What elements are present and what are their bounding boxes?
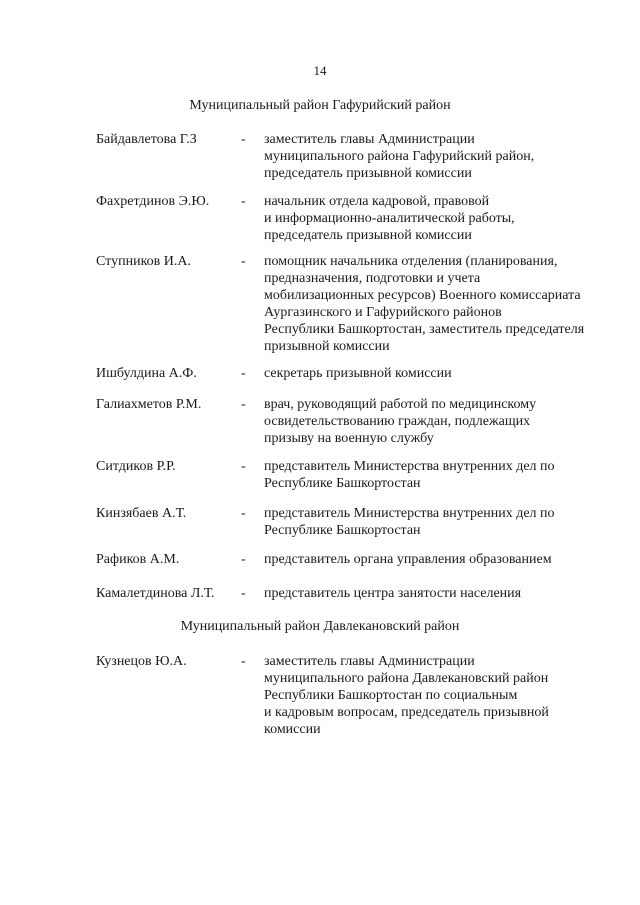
role-line: представитель Министерства внутренних дел по — [264, 459, 555, 474]
section-title-gafuriysky: Муниципальный район Гафурийский район — [189, 98, 451, 113]
role-line: муниципального района Давлекановский район — [264, 671, 549, 686]
role-line: комиссии — [264, 722, 321, 737]
role-line: представитель центра занятости населения — [264, 586, 522, 601]
member-role — [264, 253, 594, 355]
role-line: освидетельствованию граждан, подлежащих — [264, 414, 531, 429]
role-line: председатель призывной комиссии — [264, 166, 472, 181]
member-name: Камалетдинова Л.Т. — [96, 586, 215, 601]
dash-separator: - — [241, 366, 246, 381]
role-line: заместитель главы Администрации — [264, 654, 475, 669]
member-role — [264, 365, 594, 382]
member-role — [264, 396, 594, 447]
role-line: призывной комиссии — [264, 339, 390, 354]
dash-separator: - — [241, 506, 246, 521]
member-role — [264, 193, 594, 244]
role-line: Республики Башкортостан, заместитель председателя — [264, 322, 585, 337]
dash-separator: - — [241, 459, 246, 474]
role-line: Республике Башкортостан — [264, 523, 421, 538]
member-name: Ситдиков Р.Р. — [96, 459, 176, 474]
role-line: Республики Башкортостан по социальным — [264, 688, 518, 703]
role-line: и информационно-аналитической работы, — [264, 211, 515, 226]
role-line: Республике Башкортостан — [264, 476, 421, 491]
dash-separator: - — [241, 132, 246, 147]
member-role — [264, 585, 594, 602]
role-line: начальник отдела кадровой, правовой — [264, 194, 490, 209]
role-line: призыву на военную службу — [264, 431, 434, 446]
role-line: мобилизационных ресурсов) Военного комиссариата — [264, 288, 581, 303]
dash-separator: - — [241, 654, 246, 669]
role-line: представитель органа управления образованием — [264, 552, 552, 567]
member-name: Фахретдинов Э.Ю. — [96, 194, 210, 209]
page-number: 14 — [313, 63, 327, 78]
member-name: Ступников И.А. — [96, 254, 191, 269]
member-role — [264, 653, 594, 738]
member-role — [264, 505, 594, 539]
member-role — [264, 551, 594, 568]
role-line: врач, руководящий работой по медицинскому — [264, 397, 537, 412]
role-line: и кадровым вопросам, председатель призывной — [264, 705, 549, 720]
role-line: муниципального района Гафурийский район, — [264, 149, 535, 164]
member-role — [264, 131, 594, 182]
member-role — [264, 458, 594, 492]
role-line: секретарь призывной комиссии — [264, 366, 452, 381]
dash-separator: - — [241, 552, 246, 567]
dash-separator: - — [241, 586, 246, 601]
dash-separator: - — [241, 254, 246, 269]
member-name: Галиахметов Р.М. — [96, 397, 202, 412]
role-line: Аургазинского и Гафурийского районов — [264, 305, 502, 320]
member-name: Байдавлетова Г.З — [96, 132, 197, 147]
member-name: Ишбулдина А.Ф. — [96, 366, 197, 381]
member-name: Кинзябаев А.Т. — [96, 506, 187, 521]
role-line: председатель призывной комиссии — [264, 228, 472, 243]
role-line: помощник начальника отделения (планирования, — [264, 254, 558, 269]
role-line: предназначения, подготовки и учета — [264, 271, 481, 286]
member-name: Кузнецов Ю.А. — [96, 654, 187, 669]
dash-separator: - — [241, 194, 246, 209]
section-title-davlekanovsky: Муниципальный район Давлекановский район — [180, 619, 460, 634]
role-line: заместитель главы Администрации — [264, 132, 475, 147]
dash-separator: - — [241, 397, 246, 412]
member-name: Рафиков А.М. — [96, 552, 180, 567]
role-line: представитель Министерства внутренних дел по — [264, 506, 555, 521]
